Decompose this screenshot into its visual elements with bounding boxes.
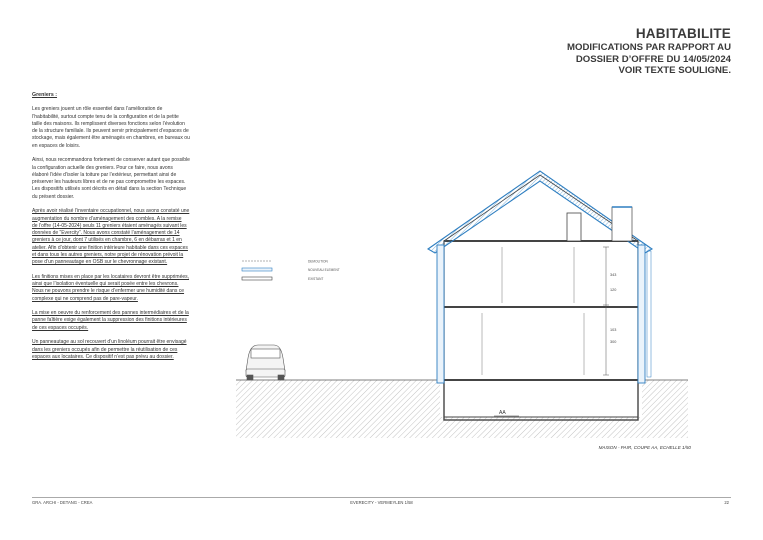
paragraph-line: taille des maisons. Ils remplissent diverses fonctions selon l’évolution [32, 120, 185, 127]
dimension-label: 343 [610, 273, 617, 277]
text-column [32, 92, 212, 368]
page-number: 22 [724, 500, 729, 505]
paragraph-line: données de “Evercity”. Nous avons constaté l’aménagement de 14 [32, 230, 180, 237]
paragraph [32, 310, 212, 332]
page-header [567, 26, 731, 77]
dimension-label: 103 [610, 328, 617, 332]
paragraph-line: augmentation du nombre d’aménagement des combles. A la remise [32, 215, 182, 222]
legend-existing: EXISTANT [308, 277, 324, 281]
paragraph-line: Les dispositifs utilisés sont décrits en détail dans la section Technique [32, 186, 187, 193]
paragraph-line: et dans tous les autres greniers, notre projet de rénovation prévoit la [32, 252, 184, 259]
section-title: Greniers : [32, 92, 58, 98]
paragraph [32, 157, 212, 201]
paragraph [32, 106, 212, 150]
drawing-legend [242, 260, 340, 282]
paragraph-line: Les finitions mises en place par les locataires devront être supprimées, [32, 273, 190, 280]
paragraph-line: Un panneautage au sol recouvert d’un linoléum pourrait être envisagé [32, 339, 187, 346]
section-mark: AA [499, 410, 506, 416]
footer-divider [32, 497, 731, 498]
legend-new-element: NOUVEAU ELEMENT [308, 268, 340, 272]
footer-center: EVERECITY - VERMEYLEN 1/58 [350, 500, 413, 505]
paragraph-line: la configuration actuelle des greniers. Pour ce faire, nous avons [32, 164, 173, 171]
paragraph-line: Après avoir réalisé l’inventaire occupationnel, nous avons constaté une [32, 208, 190, 215]
paragraph-line: du présent dossier. [32, 193, 75, 200]
paragraph-line: La mise en oeuvre du renforcement des pannes intermédiaires et de la [32, 310, 189, 317]
paragraph-line: panne faîtière exige également la suppression des finitions intérieures [32, 317, 187, 324]
paragraph-line: Nous ne pouvons prendre le risque d’enfermer une humidité dans ce [32, 288, 185, 295]
page-subtitle-line-3: VOIR TEXTE SOULIGNE. [618, 65, 731, 76]
page-subtitle-line-1: MODIFICATIONS PAR RAPPORT AU [567, 42, 731, 53]
paragraph [32, 208, 212, 266]
paragraph-line: dans les greniers occupés afin de permettre la réutilisation de ces [32, 346, 178, 353]
paragraph-line: complexe qui ne comprend pas de pare-vapeur. [32, 295, 138, 302]
page-subtitle-line-2: DOSSIER D’OFFRE DU 14/05/2024 [575, 53, 731, 65]
ground-right [642, 380, 688, 438]
paragraph-line: greniers à ce jour, dont 7 utilisés en chambre, 6 en débarras et 1 en [32, 237, 182, 244]
paragraph-line: l’habitabilité, surtout compte tenu de la configuration et de la petite [32, 113, 179, 120]
car-icon [246, 345, 285, 380]
dimension-label: 120 [610, 288, 617, 292]
facade-insulation-left [437, 245, 444, 383]
paragraph [32, 339, 212, 361]
ground-left [236, 380, 440, 438]
basement-wall [444, 380, 638, 420]
paragraph [32, 274, 212, 303]
section-drawing [234, 155, 690, 440]
facade-insulation-right [638, 245, 645, 383]
paragraph-line: pose d’un panneautage en OSB sur le chevronnage existant. [32, 259, 168, 266]
dimension-label: 300 [610, 340, 617, 344]
footer-left: GRA. ARCHI - DETANG - CREA [32, 500, 93, 505]
paragraph-line: ainsi que l’isolation éventuelle qui serait posée entre les chevrons. [32, 281, 179, 288]
paragraph-line: stockage, mais également être aménagés en chambres, en bureaux ou [32, 135, 190, 142]
paragraph-line: en espaces de loisirs. [32, 142, 81, 149]
paragraph-line: Ainsi, nous recommandons fortement de conserver autant que possible [32, 157, 190, 164]
legend-demolition: DEMOLITION [308, 259, 328, 264]
paragraph-line: de la structure familiale. Ils peuvent servir principalement d’espaces de [32, 128, 189, 135]
paragraph-line: de l’offre (14-05-2024) seuls 11 greniers étaient aménagés suivant les [32, 222, 187, 229]
paragraph-line: atelier. Afin d’obtenir une finition intérieure habitable dans ces espaces [32, 244, 188, 251]
paragraph-line: élaboré l’idée d’isoler la toiture par l’extérieur, permettant ainsi de [32, 171, 177, 178]
paragraph-line: préserver les hauteurs libres et de ne pas compromettre les espaces. [32, 179, 186, 186]
page-title: HABITABILITE [635, 26, 731, 41]
paragraph-line: de ces espaces occupés. [32, 324, 89, 331]
paragraph-line: espaces aux locataires. Ce dispositif n’est pas prévu au dossier. [32, 353, 174, 360]
drawing-caption: MAISON - PAIR, COUPE AA, ECHELLE 1/50 [598, 445, 691, 450]
paragraph-line: Les greniers jouent un rôle essentiel dans l’amélioration de [32, 106, 163, 113]
chimney [567, 213, 581, 241]
paragraph-list [32, 106, 212, 361]
dormer [612, 207, 632, 241]
